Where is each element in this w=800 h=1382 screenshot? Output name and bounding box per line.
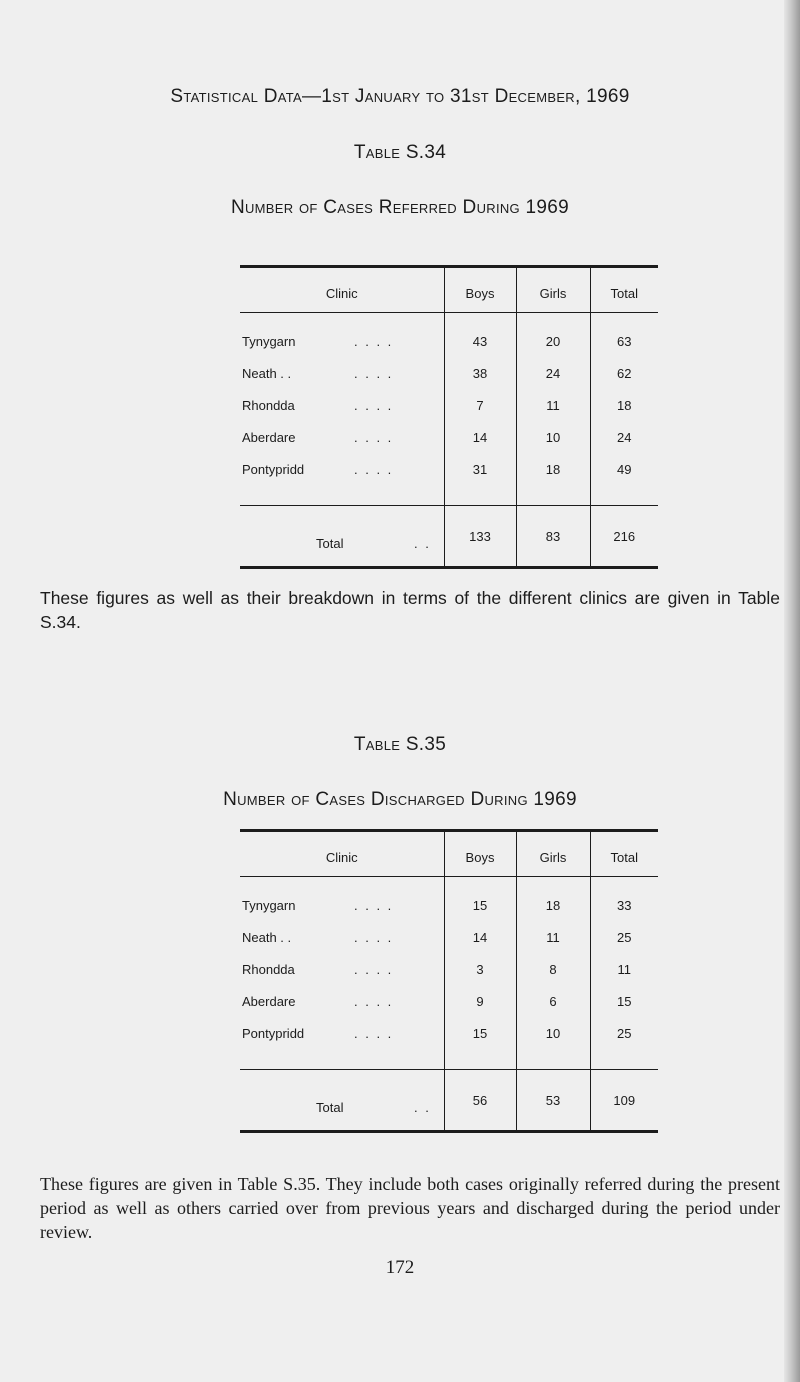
column-header-clinic: Clinic: [240, 831, 444, 877]
total-cell: 33: [590, 877, 658, 922]
total-row: [240, 1070, 658, 1132]
boys-cell: 3: [444, 953, 516, 985]
boys-cell: 7: [444, 389, 516, 421]
boys-cell: 14: [444, 921, 516, 953]
total-cell: 49: [590, 453, 658, 506]
table-row: [240, 357, 658, 389]
girls-cell: 10: [516, 1017, 590, 1070]
girls-cell: 24: [516, 357, 590, 389]
leader-dots: . . . .: [354, 429, 394, 445]
total-cell: 11: [590, 953, 658, 985]
girls-cell: 10: [516, 421, 590, 453]
boys-cell: 15: [444, 1017, 516, 1070]
table-s35-label: Table S.35: [353, 734, 447, 755]
clinic-name: Pontypridd: [242, 461, 305, 477]
leader-dots: . . . .: [354, 993, 394, 1009]
grand-total: 216: [590, 506, 658, 568]
clinic-name: Pontypridd: [242, 1025, 305, 1041]
clinic-name: Aberdare: [242, 993, 296, 1009]
column-header-total: Total: [590, 831, 658, 877]
boys-cell: 31: [444, 453, 516, 506]
boys-total: 56: [444, 1070, 516, 1132]
girls-cell: 18: [516, 453, 590, 506]
total-cell: 24: [590, 421, 658, 453]
girls-cell: 11: [516, 389, 590, 421]
page-number: 172: [385, 1257, 415, 1278]
table-s34: [240, 265, 658, 569]
paragraph-1: These figures as well as their breakdown in terms of the different clinics are given in Table S.34.: [40, 588, 780, 632]
total-cell: 63: [590, 313, 658, 358]
leader-dots: . . . .: [354, 333, 394, 349]
boys-total: 133: [444, 506, 516, 568]
column-header-girls: Girls: [516, 267, 590, 313]
table-s34-subtitle: Number of Cases Referred During 1969: [230, 197, 570, 218]
column-header-clinic: Clinic: [240, 267, 444, 313]
table-s35-subtitle: Number of Cases Discharged During 1969: [223, 789, 577, 810]
girls-cell: 6: [516, 985, 590, 1017]
table-row: [240, 1017, 658, 1070]
column-header-boys: Boys: [444, 831, 516, 877]
clinic-name: Aberdare: [242, 429, 296, 445]
girls-total: 83: [516, 506, 590, 568]
boys-cell: 38: [444, 357, 516, 389]
leader-dots: . .: [414, 536, 431, 551]
clinic-name: Rhondda: [242, 961, 295, 977]
leader-dots: . . . .: [354, 461, 394, 477]
leader-dots: . . . .: [354, 897, 394, 913]
table-s35: [240, 829, 658, 1133]
table-row: [240, 953, 658, 985]
paragraph-2: These figures are given in Table S.35. They include both cases originally referred during the present period as well as others carried over from previous years and discharged during the period under review.: [40, 1174, 780, 1242]
leader-dots: . .: [414, 1100, 431, 1115]
girls-cell: 18: [516, 877, 590, 922]
page-title: Statistical Data—1st January to 31st December, 1969: [170, 86, 630, 107]
girls-cell: 20: [516, 313, 590, 358]
boys-cell: 43: [444, 313, 516, 358]
clinic-name: Neath . .: [242, 365, 292, 381]
column-header-girls: Girls: [516, 831, 590, 877]
table-s34-label: Table S.34: [353, 142, 447, 163]
column-header-total: Total: [590, 267, 658, 313]
total-label: Total: [316, 536, 344, 551]
column-header-boys: Boys: [444, 267, 516, 313]
total-cell: 25: [590, 921, 658, 953]
leader-dots: . . . .: [354, 961, 394, 977]
girls-total: 53: [516, 1070, 590, 1132]
clinic-name: Tynygarn: [242, 333, 296, 349]
table-row: [240, 313, 658, 358]
girls-cell: 8: [516, 953, 590, 985]
boys-cell: 14: [444, 421, 516, 453]
total-row: [240, 506, 658, 568]
leader-dots: . . . .: [354, 929, 394, 945]
leader-dots: . . . .: [354, 1025, 394, 1041]
leader-dots: . . . .: [354, 365, 394, 381]
clinic-name: Neath . .: [242, 929, 292, 945]
table-row: [240, 921, 658, 953]
total-cell: 15: [590, 985, 658, 1017]
table-row: [240, 877, 658, 922]
table-row: [240, 389, 658, 421]
clinic-name: Tynygarn: [242, 897, 296, 913]
table-row: [240, 421, 658, 453]
leader-dots: . . . .: [354, 397, 394, 413]
boys-cell: 15: [444, 877, 516, 922]
total-label: Total: [316, 1100, 344, 1115]
girls-cell: 11: [516, 921, 590, 953]
boys-cell: 9: [444, 985, 516, 1017]
total-cell: 18: [590, 389, 658, 421]
table-row: [240, 453, 658, 506]
clinic-name: Rhondda: [242, 397, 295, 413]
table-row: [240, 985, 658, 1017]
grand-total: 109: [590, 1070, 658, 1132]
total-cell: 62: [590, 357, 658, 389]
total-cell: 25: [590, 1017, 658, 1070]
